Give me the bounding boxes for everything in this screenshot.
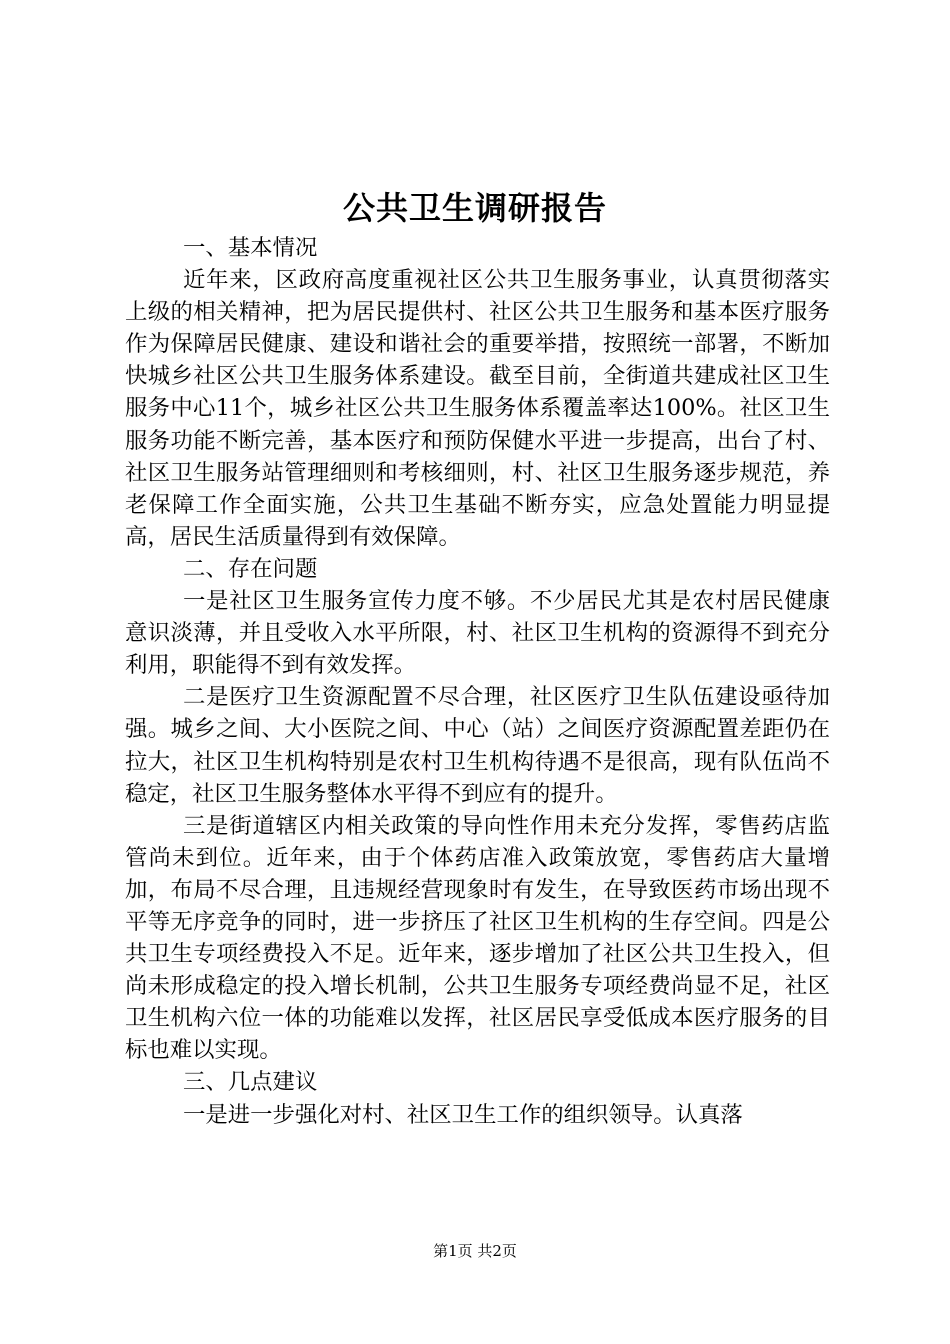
- document-body: [125, 232, 830, 1131]
- paragraph: 三是街道辖区内相关政策的导向性作用未充分发挥，零售药店监管尚未到位。近年来，由于个体药店准入政策放宽，零售药店大量增加，布局不尽合理，且违规经营现象时有发生，在导致医药市场出现不平等无序竞争的同时，进一步挤压了社区卫生机构的生存空间。四是公共卫生专项经费投入不足。近年来，逐步增加了社区公共卫生投入，但尚未形成稳定的投入增长机制，公共卫生服务专项经费尚显不足，社区卫生机构六位一体的功能难以发挥，社区居民享受低成本医疗服务的目标也难以实现。: [125, 812, 830, 1064]
- section-heading-existing-problems: 二、存在问题: [183, 555, 318, 582]
- paragraph: 一是进一步强化对村、社区卫生工作的组织领导。认真落: [183, 1101, 743, 1128]
- section-heading-suggestions: 三、几点建议: [183, 1069, 318, 1096]
- page-footer: 第1页 共2页: [433, 1242, 517, 1260]
- paragraph: 二是医疗卫生资源配置不尽合理，社区医疗卫生队伍建设亟待加强。城乡之间、大小医院之间、中心（站）之间医疗资源配置差距仍在拉大，社区卫生机构特别是农村卫生机构待遇不是很高，现有队伍尚不稳定，社区卫生服务整体水平得不到应有的提升。: [125, 684, 830, 807]
- section-heading-basic-situation: 一、基本情况: [183, 235, 318, 261]
- document-title: 公共卫生调研报告: [342, 189, 607, 227]
- paragraph: 一是社区卫生服务宣传力度不够。不少居民尤其是农村居民健康意识淡薄，并且受收入水平所限，村、社区卫生机构的资源得不到充分利用，职能得不到有效发挥。: [125, 588, 830, 679]
- paragraph: 近年来，区政府高度重视社区公共卫生服务事业，认真贯彻落实上级的相关精神，把为居民提供村、社区公共卫生服务和基本医疗服务作为保障居民健康、建设和谐社会的重要举措，按照统一部署，不断加快城乡社区公共卫生服务体系建设。截至目前，全街道共建成社区卫生服务中心11个，城乡社区公共卫生服务体系覆盖率达100%。社区卫生服务功能不断完善，基本医疗和预防保健水平进一步提高，出台了村、社区卫生服务站管理细则和考核细则，村、社区卫生服务逐步规范，养老保障工作全面实施，公共卫生基础不断夯实，应急处置能力明显提高，居民生活质量得到有效保障。: [125, 267, 830, 550]
